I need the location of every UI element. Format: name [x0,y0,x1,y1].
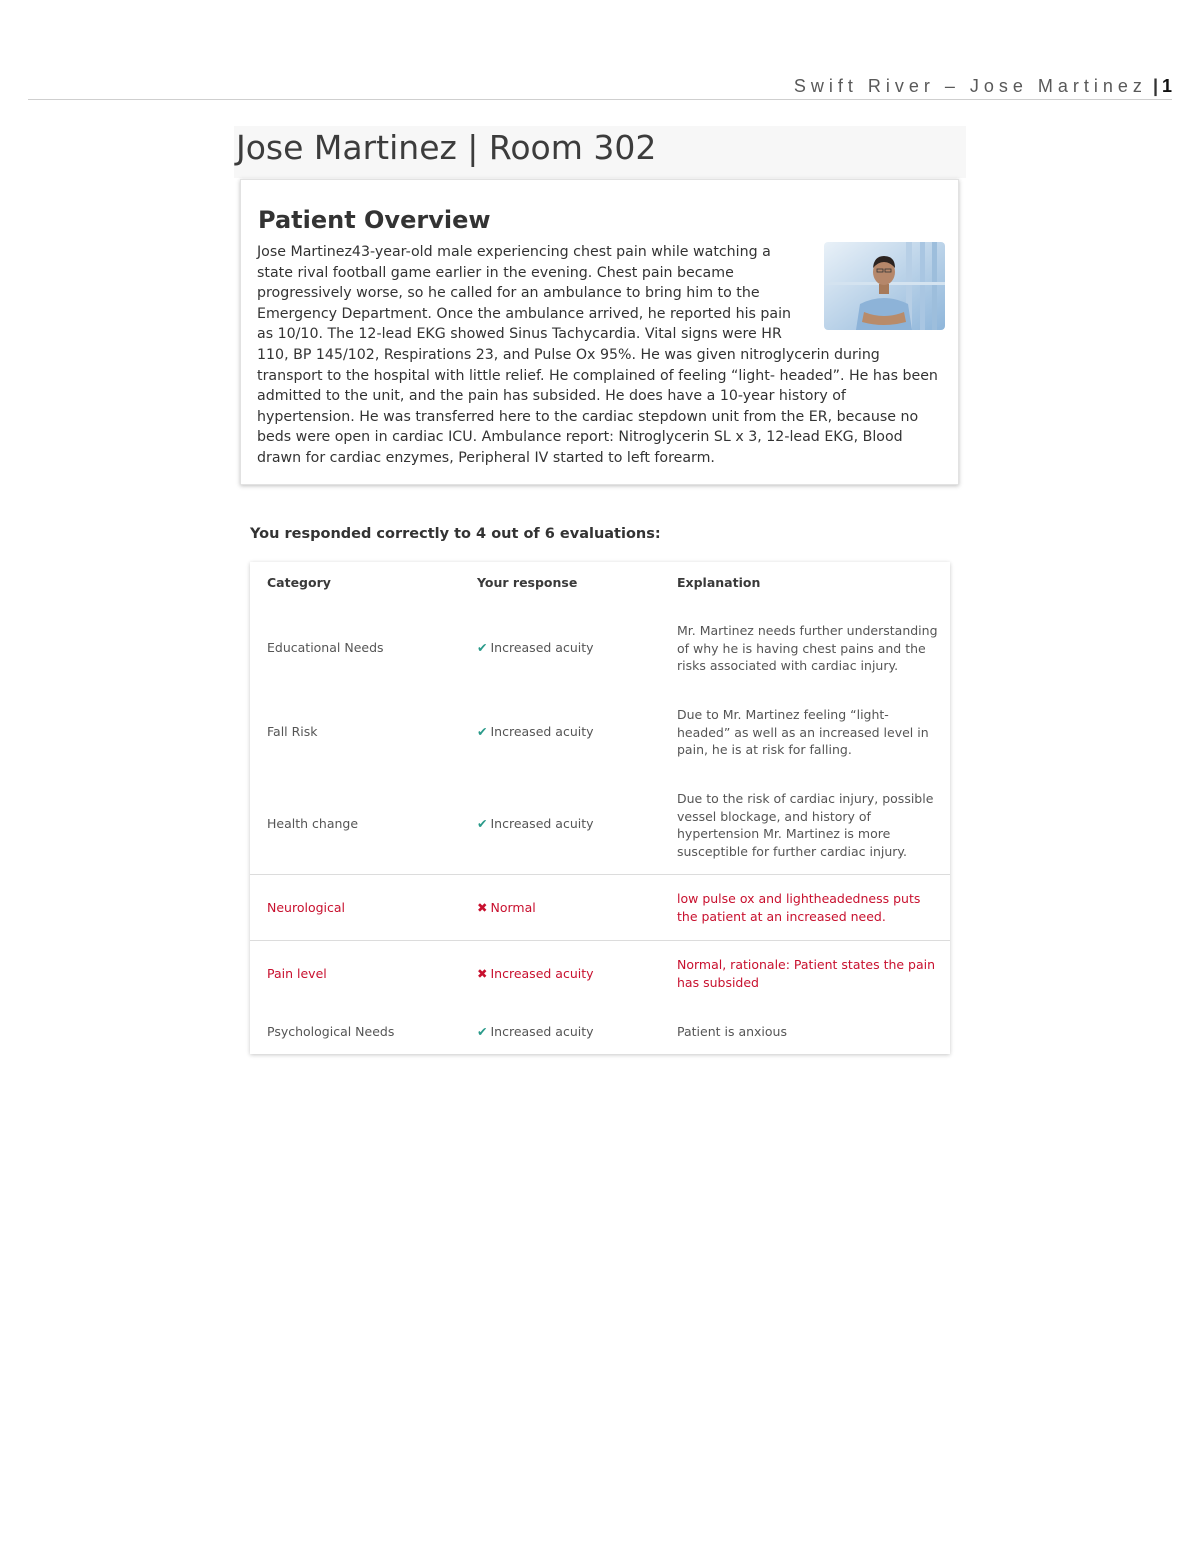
patient-title-bar [234,126,966,178]
row-explanation: Patient is anxious [677,1024,787,1039]
row-category: Pain level [267,966,327,981]
table-row [250,706,950,760]
row-response: ✖ Normal [477,900,536,915]
table-row [250,940,950,1000]
row-explanation: low pulse ox and lightheadedness puts the patient at an increased need. [677,891,921,924]
header-category: Category [267,575,331,590]
table-header-row [250,574,950,594]
row-response: ✔ Increased acuity [477,724,594,739]
row-category: Health change [267,816,359,831]
score-summary: You responded correctly to 4 out of 6 evaluations: [250,526,661,542]
overview-text: Jose Martinez43-year-old male experiencing chest pain while watching a state rival football game earlier in the evening. Chest pain became progressively worse, so he called for an ambulance to bring him to the Emergency Department. Once the ambulance arrived, he reported his pain as 10/10. The 12-lead EKG showed Sinus Tachycardia. Vital signs were HR 110, BP 145/102, Respirations 23, and Pulse Ox 95%. He was given nitroglycerin during transport to the hospital with little relief. He complained of feeling “light- headed”. He has been admitted to the unit, and the pain has subsided. He does have a 10-year history of hypertension. He was transferred here to the cardiac stepdown unit from the ER, because no beds were open in cardiac ICU. Ambulance report: Nitroglycerin SL x 3, 12-lead EKG, Blood drawn for cardiac enzymes, Peripheral IV started to left forearm. [257,244,938,466]
overview-title: Patient Overview [258,206,491,234]
row-explanation: Mr. Martinez needs further understanding of why he is having chest pains and the risks associated with cardiac injury. [677,623,938,674]
page-number: 1 [1161,76,1172,96]
table-row [250,790,950,862]
header-explanation: Explanation [677,575,761,590]
row-explanation: Due to the risk of cardiac injury, possible vessel blockage, and history of hypertension Mr. Martinez is more susceptible for further cardiac injury. [677,791,934,859]
overview-body [257,242,945,469]
row-category: Educational Needs [267,640,384,655]
header-response: Your response [477,575,578,590]
check-icon: ✔ [477,816,488,831]
header-separator: | [1152,76,1158,96]
patient-portrait-icon [824,242,945,330]
row-response: ✔ Increased acuity [477,1024,594,1039]
check-icon: ✔ [477,640,488,655]
row-explanation: Normal, rationale: Patient states the pain has subsided [677,957,936,990]
row-category: Psychological Needs [267,1024,395,1039]
row-category: Neurological [267,900,346,915]
row-explanation: Due to Mr. Martinez feeling “light-headed” as well as an increased level in pain, he is at risk for falling. [677,707,929,758]
row-response: ✔ Increased acuity [477,816,594,831]
evaluation-table [250,562,950,1054]
table-row [250,622,950,676]
row-response: ✔ Increased acuity [477,640,594,655]
x-icon: ✖ [477,900,488,915]
running-header [28,72,1172,100]
running-title: Swift River – Jose Martinez [793,76,1147,96]
check-icon: ✔ [477,724,488,739]
table-row [250,874,950,940]
running-header-text [794,76,1172,97]
check-icon: ✔ [477,1024,488,1039]
page-title: Jose Martinez | Room 302 [236,128,657,167]
table-row [250,1010,950,1050]
row-response: ✖ Increased acuity [477,966,594,981]
patient-overview-card [240,179,959,485]
row-category: Fall Risk [267,724,318,739]
x-icon: ✖ [477,966,488,981]
